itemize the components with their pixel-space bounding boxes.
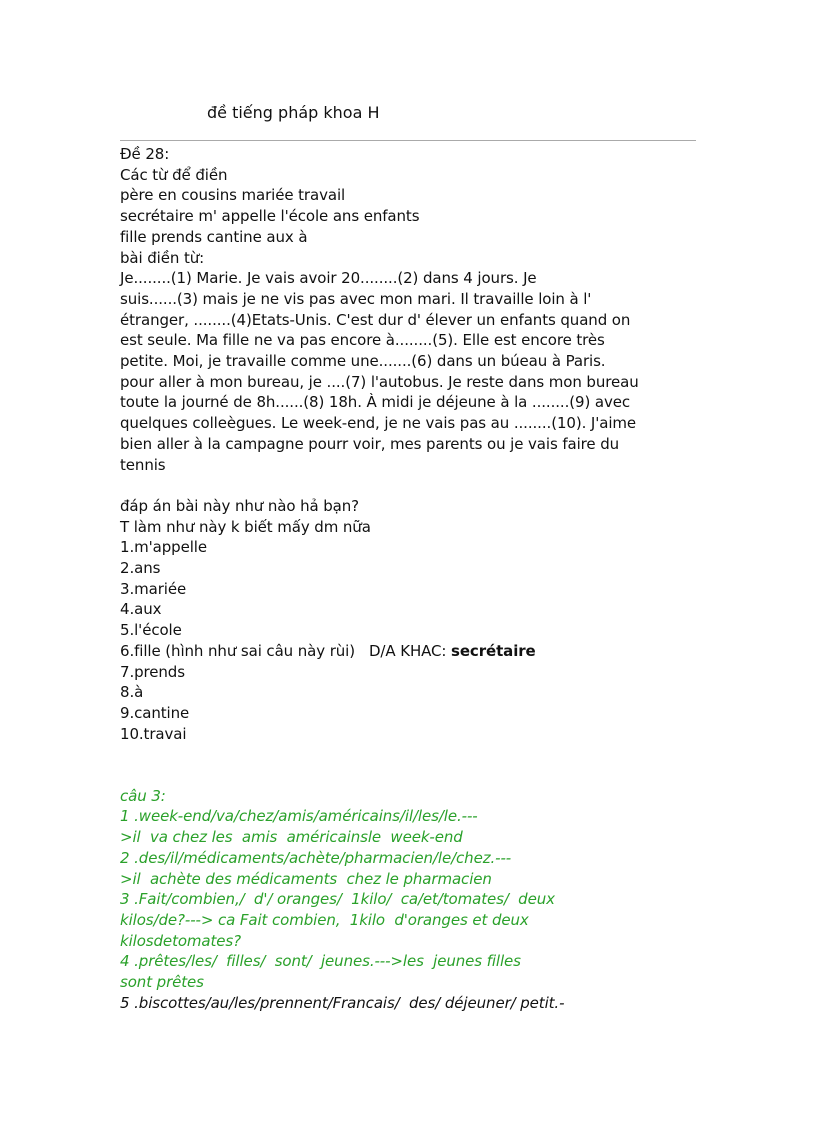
horizontal-divider (120, 140, 696, 141)
cau3-section (120, 786, 698, 1014)
passage-line: quelques colleègues. Le week-end, je ne vais pas au ........(10). J'aime (120, 414, 637, 433)
question-line: T làm như này k biết mấy dm nữa (120, 517, 371, 536)
passage-line: petite. Moi, je travaille comme une.......(6) dans un búeau à Paris. (120, 352, 606, 371)
answer-item: 10.travai (120, 724, 187, 743)
cau3-line: 1 .week-end/va/chez/amis/américains/il/les/le.--- (120, 807, 478, 826)
passage-line: tennis (120, 455, 166, 474)
word-bank-line: père en cousins mariée travail (120, 186, 346, 205)
cau3-line: 3 .Fait/combien,/ d'/ oranges/ 1kilo/ ca/et/tomates/ deux (120, 890, 555, 909)
fill-label: bài điền từ: (120, 248, 205, 267)
cau3-line: >il va chez les amis américainsle week-end (120, 828, 463, 847)
document-title: đề tiếng pháp khoa H (207, 103, 380, 122)
passage-line: est seule. Ma fille ne va pas encore à........(5). Elle est encore très (120, 331, 605, 350)
answer-item: 9.cantine (120, 703, 190, 722)
post-content (120, 144, 698, 1014)
passage-line: pour aller à mon bureau, je ....(7) l'autobus. Je reste dans mon bureau (120, 372, 639, 391)
answer-item: 1.m'appelle (120, 538, 207, 557)
cau3-label: câu 3: (120, 786, 166, 805)
answer-6-correction: secrétaire (451, 641, 536, 660)
answer-item: 2.ans (120, 559, 161, 578)
word-bank-label: Các từ để điền (120, 165, 228, 184)
passage-line: bien aller à la campagne pourr voir, mes parents ou je vais faire du (120, 434, 620, 453)
word-bank-line: secrétaire m' appelle l'école ans enfants (120, 207, 420, 226)
answer-6-text: 6.fille (hình như sai câu này rùi) D/A KHAC: (120, 641, 452, 660)
spacer (120, 475, 698, 496)
answer-item: 4.aux (120, 600, 162, 619)
cau3-line: 4 .prêtes/les/ filles/ sont/ jeunes.--->les jeunes filles (120, 952, 521, 971)
word-bank (120, 185, 698, 247)
word-bank-line: fille prends cantine aux à (120, 227, 308, 246)
answer-item: 5.l'école (120, 621, 182, 640)
cau3-line: sont prêtes (120, 973, 204, 992)
passage (120, 268, 698, 475)
answer-item: 7.prends (120, 662, 185, 681)
answer-item: 8.à (120, 683, 144, 702)
cau3-line: kilos/de?---> ca Fait combien, 1kilo d'oranges et deux (120, 910, 529, 929)
passage-line: Je........(1) Marie. Je vais avoir 20........(2) dans 4 jours. Je (120, 269, 537, 288)
cau3-line: 2 .des/il/médicaments/achète/pharmacien/le/chez.--- (120, 848, 512, 867)
passage-line: suis......(3) mais je ne vis pas avec mon mari. Il travaille loin à l' (120, 289, 592, 308)
spacer (120, 744, 698, 785)
answer-item: 3.mariée (120, 579, 187, 598)
cau3-line: >il achète des médicaments chez le pharmacien (120, 869, 492, 888)
cau3-line: kilosdetomates? (120, 931, 242, 950)
answer-item-6 (120, 641, 698, 662)
answer-list (120, 537, 698, 744)
question-line: đáp án bài này như nào hả bạn? (120, 496, 360, 515)
exercise-heading: Đề 28: (120, 145, 170, 163)
cau3-line-5: 5 .biscottes/au/les/prennent/Francais/ des/ déjeuner/ petit.- (120, 993, 565, 1012)
passage-line: toute la journé de 8h......(8) 18h. À midi je déjeune à la ........(9) avec (120, 393, 631, 412)
passage-line: étranger, ........(4)Etats-Unis. C'est dur d' élever un enfants quand on (120, 310, 631, 329)
